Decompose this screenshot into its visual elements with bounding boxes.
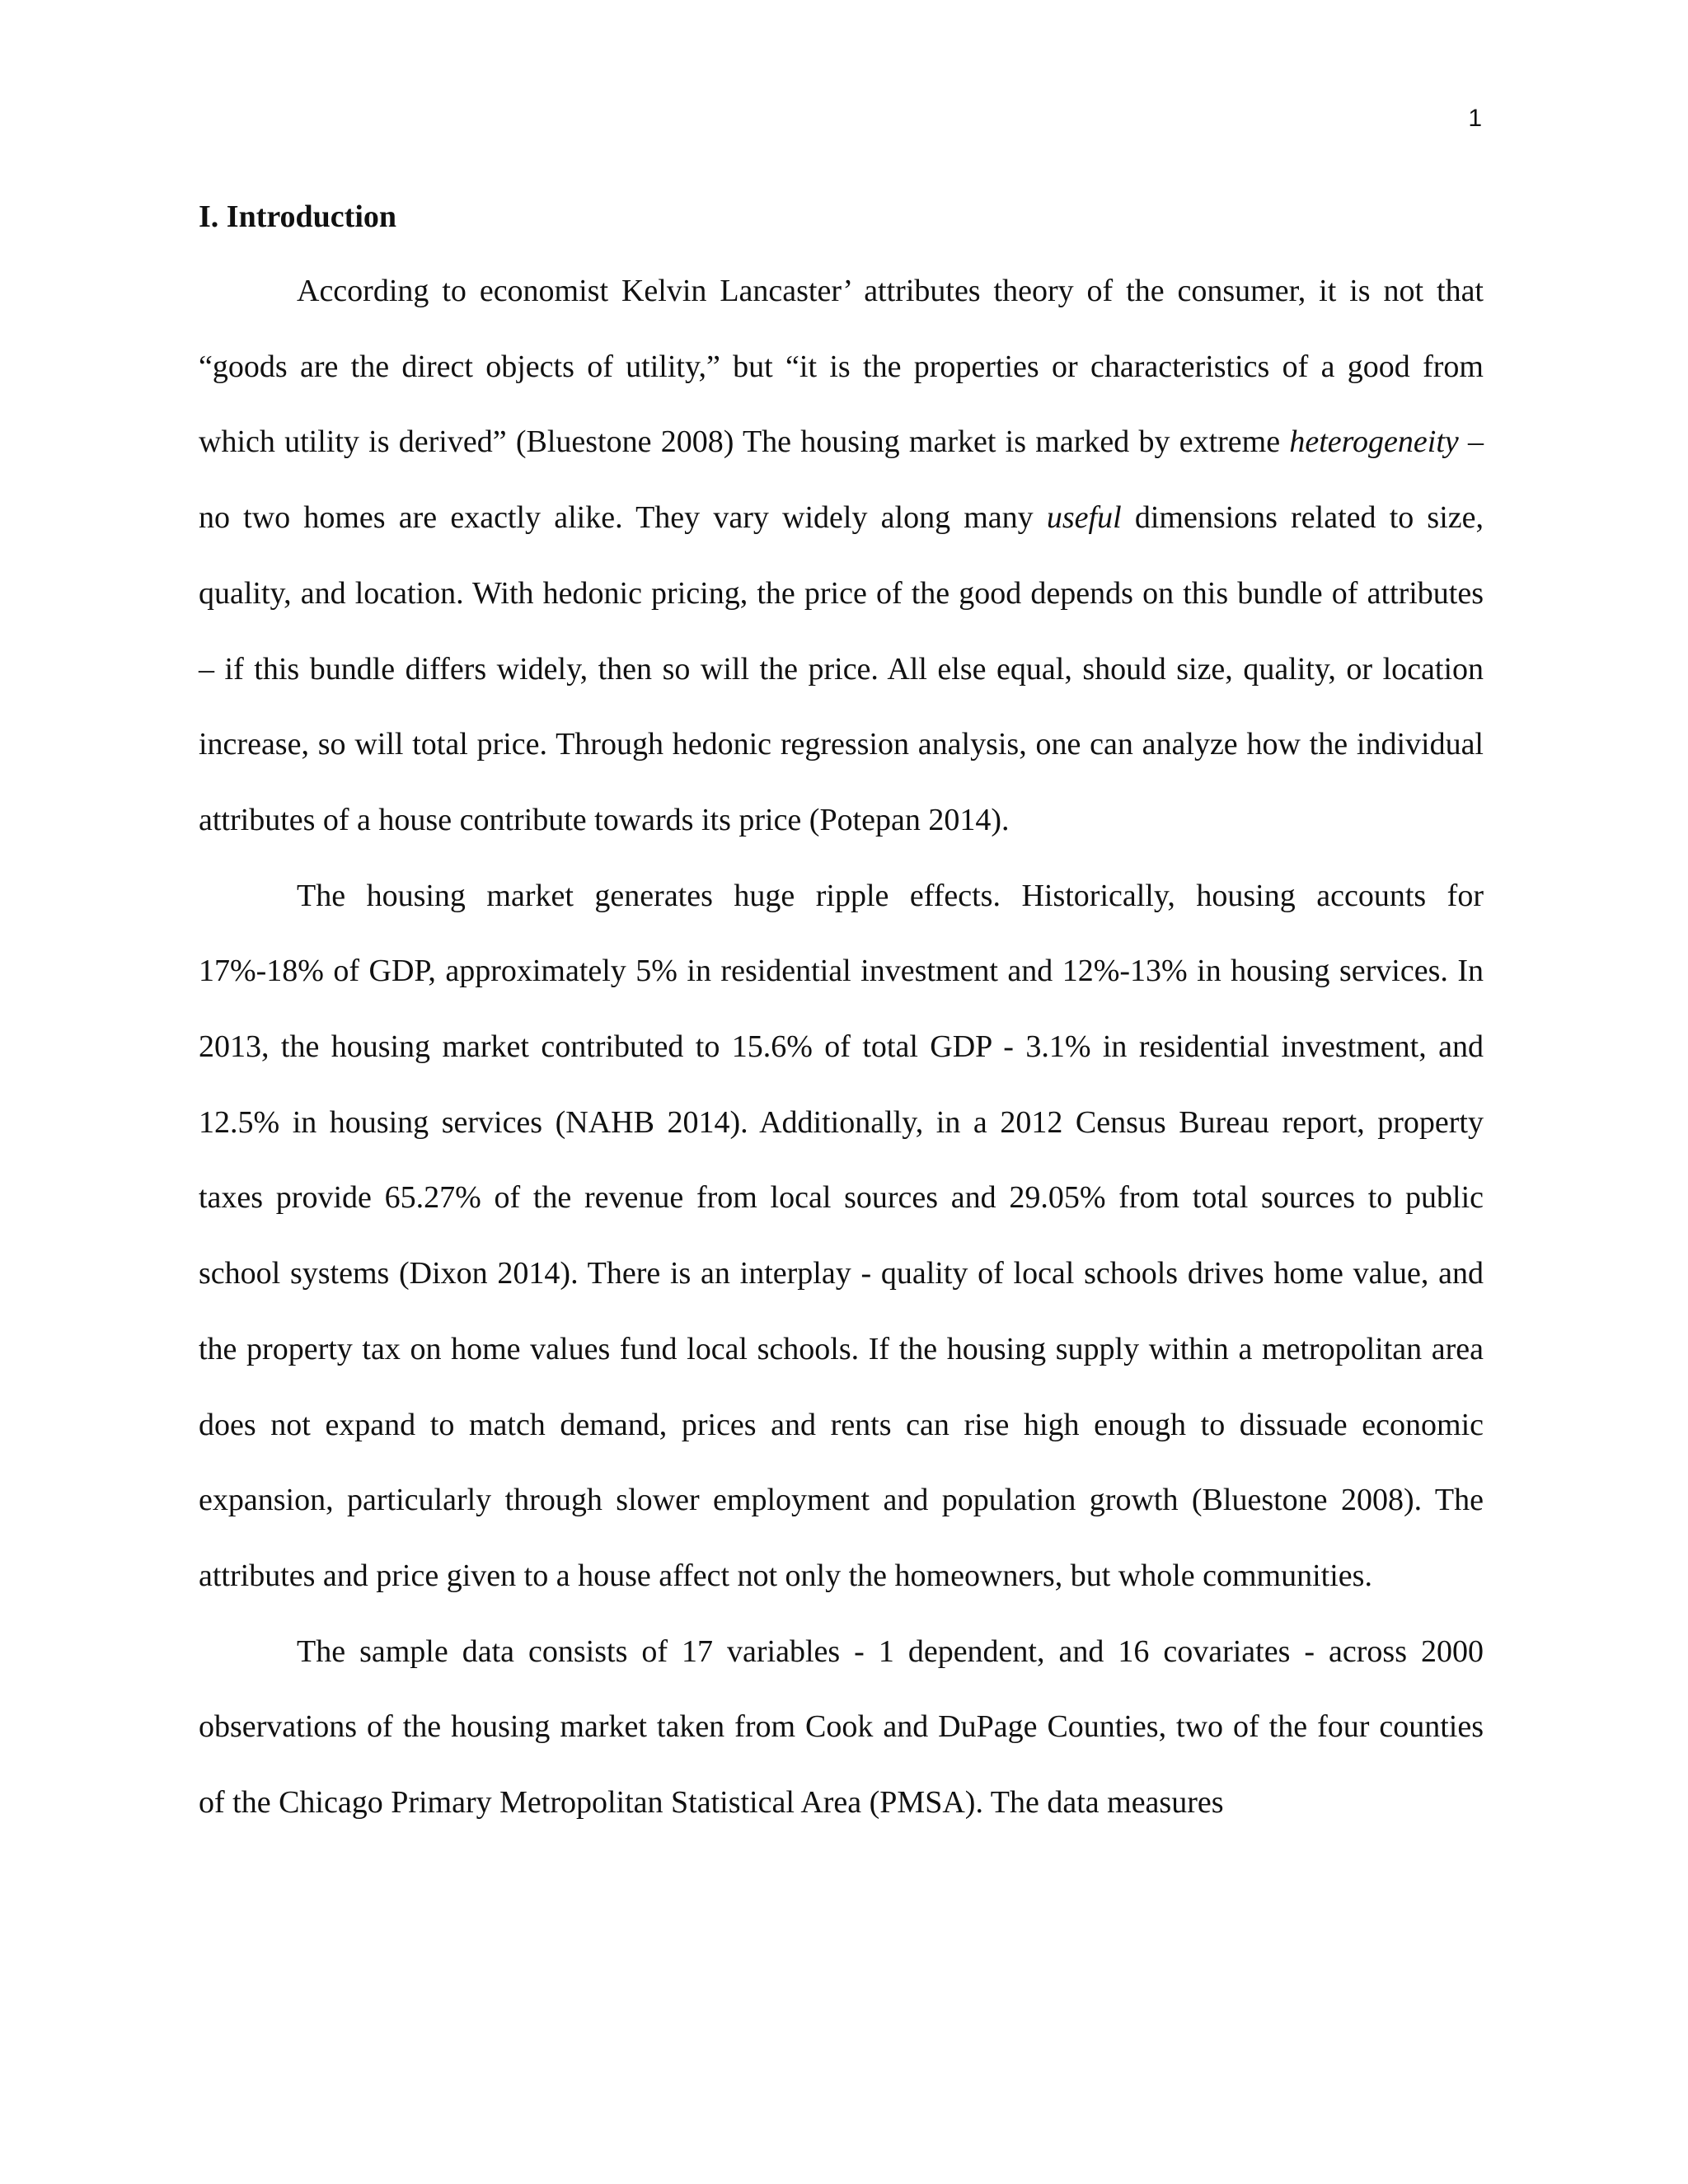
paragraph-text: The sample data consists of 17 variables - 1 dependent, and 16 covariates - across 2000 observations of the housing market taken from Cook and DuPage Counties, two of the four counties of the Chicago Primary Metropolitan Statistical Area (PMSA). The data measures <box>199 1633 1484 1821</box>
paragraph-text: According to economist Kelvin Lancaster’ attributes theory of the consumer, it is not that “goods are the direct objects of utility,” but “it is the properties or characteristics of a good from which utility is derived” (Bluestone 2008) The housing market is marked by extreme <box>199 274 1484 460</box>
page-number: 1 <box>1468 105 1482 132</box>
paragraph-text: dimensions related to size, quality, and location. With hedonic pricing, the price of the good depends on this bundle of attributes – if this bundle differs widely, then so will the price. All else equal, should size, quality, or location increase, so will total price. Through hedonic regression analysis, one can analyze how the individual attributes of a house contribute towards its price (Potepan 2014). <box>199 500 1484 837</box>
paragraph-ripple-effects <box>199 859 1484 1615</box>
paragraph-lancaster-theory <box>199 254 1484 859</box>
paragraph-text: The housing market generates huge ripple effects. Historically, housing accounts for 17%-18% of GDP, approximately 5% in residential investment and 12%-13% in housing services. In 2013, the housing market contributed to 15.6% of total GDP - 3.1% in residential investment, and 12.5% in housing services (NAHB 2014). Additionally, in a 2012 Census Bureau report, property taxes provide 65.27% of the revenue from local sources and 29.05% from total sources to public school systems (Dixon 2014). There is an interplay - quality of local schools drives home value, and the property tax on home values fund local schools. If the housing supply within a metropolitan area does not expand to match demand, prices and rents can rise high enough to dissuade economic expansion, particularly through slower employment and population growth (Bluestone 2008). The attributes and price given to a house affect not only the homeowners, but whole communities. <box>199 878 1484 1593</box>
paragraph-sample-data <box>199 1615 1484 1841</box>
section-heading: I. Introduction <box>199 199 397 234</box>
emphasized-term-heterogeneity: heterogeneity <box>1289 424 1459 460</box>
paragraph-text: – no two homes are exactly alike. They vary widely along many <box>199 424 1484 536</box>
document-body <box>199 196 1484 1841</box>
emphasized-term-useful: useful <box>1046 500 1122 536</box>
